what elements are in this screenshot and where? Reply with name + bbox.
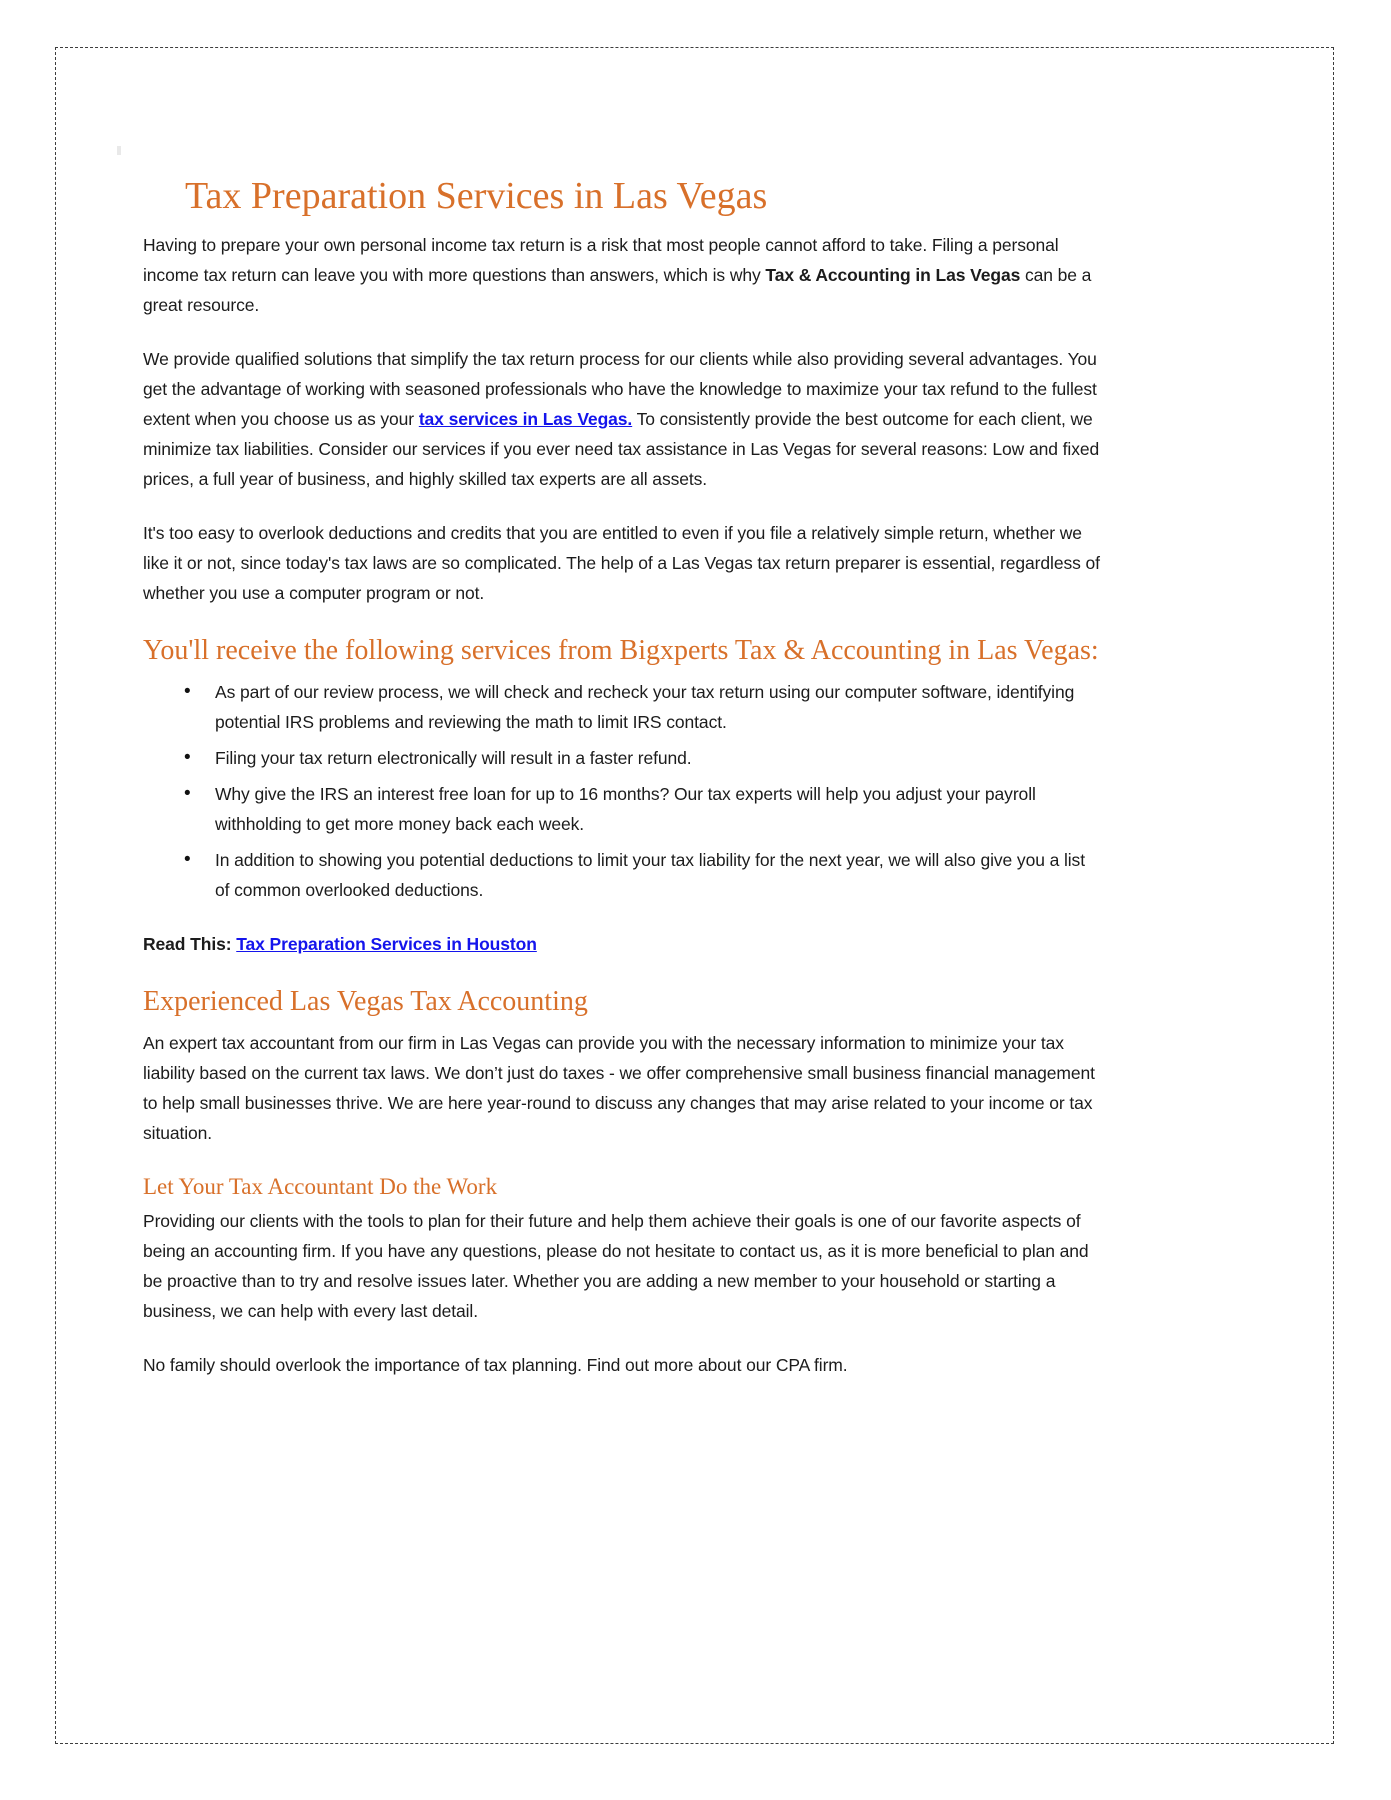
experienced-heading bbox=[143, 983, 1103, 1020]
text-run: In addition to showing you potential deductions to limit your tax liability for the next year, we will also give you a list of common overlooked deductions. bbox=[215, 850, 1085, 900]
text-run: It's too easy to overlook deductions and credits that you are entitled to even if you file a relatively simple return, whether we like it or not, since today's tax laws are so complicated. The help of a Las Vegas tax return preparer is essential, regardless of whether you use a computer program or not. bbox=[143, 523, 1100, 603]
let-accountant-heading bbox=[143, 1172, 1103, 1202]
services-heading bbox=[143, 632, 1103, 669]
text-run: As part of our review process, we will check and recheck your tax return using our computer software, identifying potential IRS problems and reviewing the math to limit IRS contact. bbox=[215, 682, 1075, 732]
read-this-line bbox=[143, 929, 1103, 959]
text-run: Tax Preparation Services in Las Vegas bbox=[185, 175, 768, 217]
list-item bbox=[215, 677, 1103, 737]
text-run: No family should overlook the importance of tax planning. Find out more about our CPA firm. bbox=[143, 1355, 848, 1375]
deductions-paragraph bbox=[143, 518, 1103, 608]
solutions-paragraph bbox=[143, 344, 1103, 494]
text-run: An expert tax accountant from our firm in Las Vegas can provide you with the necessary information to minimize your tax liability based on the current tax laws. We don’t just do taxes - we offer comprehensive small business financial management to help small businesses thrive. We are here year-round to discuss any changes that may arise related to your income or tax situation. bbox=[143, 1033, 1095, 1143]
inline-link[interactable]: Tax Preparation Services in Houston bbox=[236, 934, 537, 954]
text-run: Having to prepare your own personal income tax return is a risk that most people cannot afford to take. Filing a personal income tax return can leave you with more questions than answers, which is why bbox=[143, 235, 1059, 285]
text-run: can be a great resource. bbox=[143, 265, 1092, 315]
page-title bbox=[143, 174, 1103, 218]
list-item bbox=[215, 845, 1103, 905]
document-content bbox=[143, 150, 1103, 1404]
text-run: Let Your Tax Accountant Do the Work bbox=[143, 1174, 498, 1199]
services-bullet-list bbox=[143, 677, 1103, 905]
list-item bbox=[215, 779, 1103, 839]
text-run: Read This: bbox=[143, 934, 237, 954]
text-run: Tax & Accounting in Las Vegas bbox=[765, 265, 1021, 285]
stray-mark bbox=[117, 146, 121, 155]
accountant-paragraph bbox=[143, 1028, 1103, 1148]
planning-paragraph bbox=[143, 1206, 1103, 1326]
text-run: Filing your tax return electronically will result in a faster refund. bbox=[215, 748, 692, 768]
inline-link[interactable]: tax services in Las Vegas. bbox=[418, 409, 633, 429]
intro-paragraph bbox=[143, 230, 1103, 320]
text-run: To consistently provide the best outcome for each client, we minimize tax liabilities. Consider our services if you ever need tax assistance in Las Vegas for several reasons: Low and fixed prices, a full year of business, and highly skilled tax experts are all assets. bbox=[143, 409, 1100, 489]
text-run: Providing our clients with the tools to plan for their future and help them achieve their goals is one of our favorite aspects of being an accounting firm. If you have any questions, please do not hesitate to contact us, as it is more beneficial to plan and be proactive than to try and resolve issues later. Whether you are adding a new member to your household or starting a business, we can help with every last detail. bbox=[143, 1211, 1089, 1321]
closing-paragraph bbox=[143, 1350, 1103, 1380]
text-run: Why give the IRS an interest free loan for up to 16 months? Our tax experts will help you adjust your payroll withholding to get more money back each week. bbox=[215, 784, 1036, 834]
list-item bbox=[215, 743, 1103, 773]
text-run: You'll receive the following services from Bigxperts Tax & Accounting in Las Vegas: bbox=[143, 635, 1099, 666]
text-run: Experienced Las Vegas Tax Accounting bbox=[143, 986, 588, 1017]
text-run: We provide qualified solutions that simplify the tax return process for our clients while also providing several advantages. You get the advantage of working with seasoned professionals who have the knowledge to maximize your tax refund to the fullest extent when you choose us as your bbox=[143, 349, 1097, 429]
